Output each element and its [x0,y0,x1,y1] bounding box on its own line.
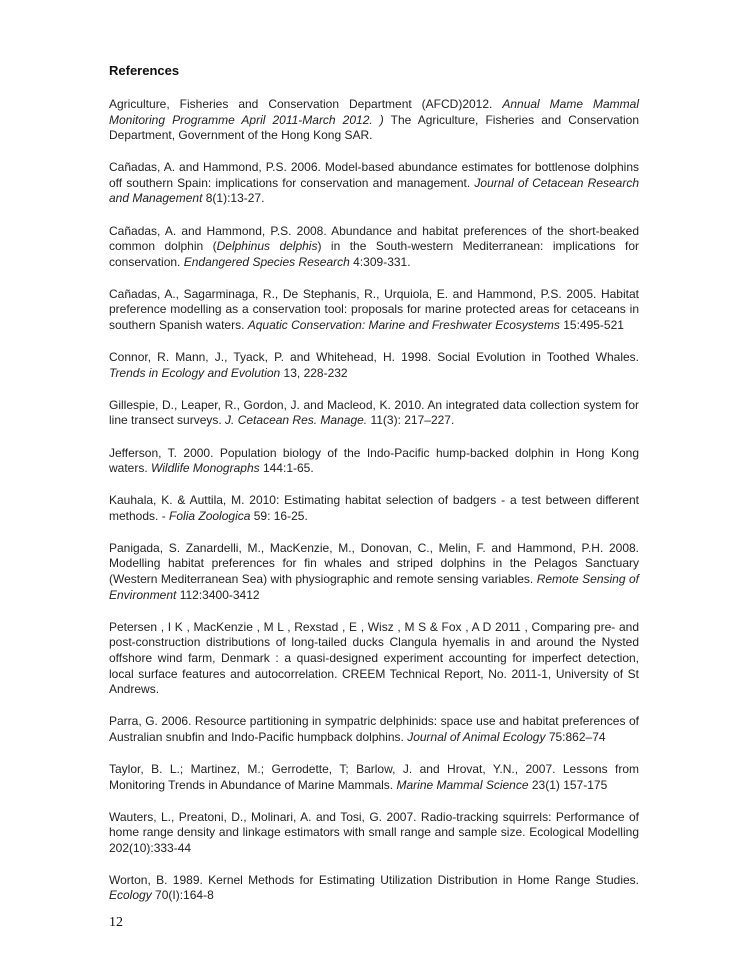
reference-text: 8(1):13-27. [202,191,265,206]
reference-text: 70(I):164-8 [151,888,214,903]
reference-text: Agriculture, Fisheries and Conservation Department (AFCD)2012. [109,97,503,111]
reference-italic-text: Ecology [109,888,152,903]
reference-entry [109,714,639,745]
reference-italic-text: Aquatic Conservation: Marine and Freshwater Ecosystems [247,318,560,333]
reference-italic-text: J. Cetacean Res. Manage. [225,413,368,428]
reference-text: Kauhala, K. & Auttila, M. 2010: Estimating habitat selection of badgers - a test between different methods. - [109,493,639,523]
reference-text: 11(3): 217–227. [367,413,455,428]
reference-text: 23(1) 157-175 [528,777,608,792]
reference-entry [109,224,639,271]
reference-text: Wauters, L., Preatoni, D., Molinari, A. and Tosi, G. 2007. Radio-tracking squirrels: Performance of home range density and linkage estimators with small range and sample size. Ecological Modelling 202(10):333-44 [109,809,639,855]
page-number: 12 [109,915,123,930]
reference-entry [109,446,639,477]
reference-italic-text: Delphinus delphis [216,239,318,254]
reference-text: 144:1-65. [259,461,314,476]
reference-italic-text: Folia Zoologica [169,508,251,523]
reference-text: Panigada, S. Zanardelli, M., MacKenzie, M., Donovan, C., Melin, F. and Hammond, P.H. 2008. Modelling habitat preferences for fin whales and striped dolphins in the Pelagos Sanctuary (Western Mediterranean Sea) with physiographic and remote sensing variables. [109,540,639,587]
reference-entry [109,762,639,793]
reference-italic-text: Journal of Animal Ecology [407,729,546,744]
reference-entry [109,541,639,603]
reference-italic-text: Annual Mame Mammal Monitoring Programme April 2011-March 2012. ) [109,97,640,127]
reference-text: Connor, R. Mann, J., Tyack, P. and Whitehead, H. 1998. Social Evolution in Toothed Whales. [109,350,639,365]
reference-italic-text: Marine Mammal Science [396,777,529,792]
reference-text: 112:3400-3412 [176,587,260,602]
reference-entry [109,873,639,904]
reference-text: 13, 228-232 [280,365,348,380]
reference-italic-text: Endangered Species Research [183,254,350,269]
reference-text: The Agriculture, Fisheries and Conservation Department, Government of the Hong Kong SAR. [109,112,639,143]
reference-text: Cañadas, A. and Hammond, P.S. 2006. Model-based abundance estimates for bottlenose dolphins off southern Spain: implications for conservation and management. [109,160,639,190]
reference-text: Cañadas, A., Sagarminaga, R., De Stephanis, R., Urquiola, E. and Hammond, P.S. 2005. Habitat preference modelling as a conservation tool: proposals for marine protected areas for cetaceans in southern Spanish waters. [109,286,639,333]
reference-text: Petersen , I K , MacKenzie , M L , Rexstad , E , Wisz , M S & Fox , A D 2011 , Comparing pre- and post-construction distributions of long-tailed ducks Clangula hyemalis in and around the Nysted offshore wind farm, Denmark : a quasi-designed experiment accounting for imperfect detection, local surface features and autocorrelation. CREEM Technical Report, No. 2011-1, University of St Andrews. [109,619,639,697]
reference-entry [109,620,639,698]
reference-italic-text: Remote Sensing of Environment [109,572,639,602]
reference-entry [109,810,639,857]
reference-text: 75:862–74 [545,729,606,744]
reference-text: 15:495-521 [559,318,624,333]
reference-text: Parra, G. 2006. Resource partitioning in sympatric delphinids: space use and habitat preferences of Australian snubfin and Indo-Pacific humpback dolphins. [109,714,639,744]
reference-text: ) in the South-western Mediterranean: implications for conservation. [109,239,639,269]
reference-italic-text: Wildlife Monographs [151,461,260,476]
reference-text: Worton, B. 1989. Kernel Methods for Estimating Utilization Distribution in Home Range Studies. [109,872,639,887]
reference-text: Cañadas, A. and Hammond, P.S. 2008. Abundance and habitat preferences of the short-beaked common dolphin ( [109,223,639,254]
reference-entry [109,97,639,144]
reference-text: Taylor, B. L.; Martinez, M.; Gerrodette, T; Barlow, J. and Hrovat, Y.N., 2007. Lessons from Monitoring Trends in Abundance of Marine Mammals. [109,761,639,792]
reference-text: Jefferson, T. 2000. Population biology of the Indo-Pacific hump-backed dolphin in Hong Kong waters. [109,445,639,476]
reference-entry [109,350,639,381]
reference-text: 4:309-331. [349,254,411,269]
reference-text: 59: 16-25. [250,508,308,523]
reference-entry [109,160,639,207]
reference-entry [109,493,639,524]
reference-italic-text: Journal of Cetacean Research and Management [109,175,640,206]
references-heading: References [109,63,180,78]
reference-text: Gillespie, D., Leaper, R., Gordon, J. and Macleod, K. 2010. An integrated data collection system for line transect surveys. [109,397,639,428]
reference-italic-text: Trends in Ecology and Evolution [109,365,281,380]
reference-entry [109,398,639,429]
reference-list [109,97,639,921]
reference-entry [109,287,639,334]
